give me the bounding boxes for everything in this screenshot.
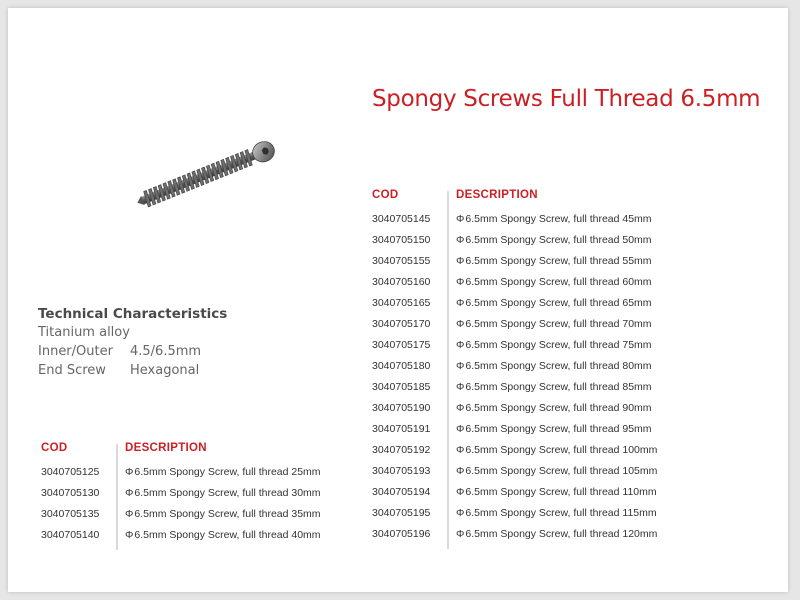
product-code: 3040705175 xyxy=(372,339,431,351)
product-description: 6.5mm Spongy Screw, full thread 105mm xyxy=(465,465,658,477)
table-divider xyxy=(447,191,449,549)
product-description: 6.5mm Spongy Screw, full thread 120mm xyxy=(465,528,658,540)
product-description: 6.5mm Spongy Screw, full thread 110mm xyxy=(465,486,657,498)
product-code: 3040705145 xyxy=(372,213,431,225)
diameter-symbol: Φ xyxy=(456,276,465,288)
product-description-cell xyxy=(456,465,657,477)
diameter-symbol: Φ xyxy=(456,360,465,372)
diameter-symbol: Φ xyxy=(456,318,465,330)
product-description: 6.5mm Spongy Screw, full thread 65mm xyxy=(465,297,652,309)
product-code: 3040705195 xyxy=(372,507,431,519)
product-description: 6.5mm Spongy Screw, full thread 55mm xyxy=(465,255,652,267)
product-description-cell xyxy=(456,255,652,267)
diameter-symbol: Φ xyxy=(456,423,465,435)
table-divider xyxy=(116,444,118,550)
product-description-cell xyxy=(456,297,652,309)
product-description-cell xyxy=(456,276,652,288)
diameter-symbol: Φ xyxy=(456,444,465,456)
product-description-cell xyxy=(456,339,652,351)
tech-inner-outer-value: 4.5/6.5mm xyxy=(130,344,202,359)
tech-inner-outer xyxy=(38,342,338,361)
product-description-cell xyxy=(456,213,652,225)
tech-inner-outer-label: Inner/Outer xyxy=(38,344,113,359)
product-description-cell xyxy=(125,466,321,478)
product-description-cell xyxy=(456,423,652,435)
product-code: 3040705191 xyxy=(372,423,431,435)
product-code: 3040705194 xyxy=(372,486,431,498)
product-description-cell xyxy=(456,486,657,498)
diameter-symbol: Φ xyxy=(456,507,465,519)
product-description-cell xyxy=(125,529,321,541)
diameter-symbol: Φ xyxy=(456,255,465,267)
diameter-symbol: Φ xyxy=(456,297,465,309)
product-description-cell xyxy=(456,318,652,330)
product-code: 3040705135 xyxy=(41,508,100,520)
product-description: 6.5mm Spongy Screw, full thread 45mm xyxy=(465,213,652,225)
product-code: 3040705180 xyxy=(372,360,431,372)
tech-end-screw xyxy=(38,361,338,380)
product-description: 6.5mm Spongy Screw, full thread 25mm xyxy=(134,466,321,478)
header-cod: COD xyxy=(41,442,68,454)
header-description: DESCRIPTION xyxy=(125,442,207,454)
product-code: 3040705190 xyxy=(372,402,431,414)
diameter-symbol: Φ xyxy=(456,381,465,393)
product-description: 6.5mm Spongy Screw, full thread 30mm xyxy=(134,487,321,499)
product-code: 3040705196 xyxy=(372,528,431,540)
tech-end-screw-label: End Screw xyxy=(38,363,106,378)
product-description: 6.5mm Spongy Screw, full thread 90mm xyxy=(465,402,652,414)
header-cod: COD xyxy=(372,189,399,201)
product-description-cell xyxy=(456,360,652,372)
diameter-symbol: Φ xyxy=(456,528,465,540)
product-code: 3040705155 xyxy=(372,255,431,267)
product-code: 3040705125 xyxy=(41,466,100,478)
diameter-symbol: Φ xyxy=(456,339,465,351)
product-description: 6.5mm Spongy Screw, full thread 95mm xyxy=(465,423,652,435)
product-description: 6.5mm Spongy Screw, full thread 70mm xyxy=(465,318,652,330)
product-description-cell xyxy=(456,507,657,519)
product-description: 6.5mm Spongy Screw, full thread 50mm xyxy=(465,234,652,246)
diameter-symbol: Φ xyxy=(456,402,465,414)
product-code: 3040705165 xyxy=(372,297,431,309)
diameter-symbol: Φ xyxy=(456,213,465,225)
product-code: 3040705160 xyxy=(372,276,431,288)
diameter-symbol: Φ xyxy=(125,508,134,520)
diameter-symbol: Φ xyxy=(456,465,465,477)
product-description: 6.5mm Spongy Screw, full thread 40mm xyxy=(134,529,321,541)
tech-material: Titanium alloy xyxy=(38,325,130,340)
product-code: 3040705192 xyxy=(372,444,431,456)
product-description-cell xyxy=(456,444,657,456)
catalog-page xyxy=(8,8,788,592)
diameter-symbol: Φ xyxy=(456,486,465,498)
product-description-cell xyxy=(125,508,321,520)
diameter-symbol: Φ xyxy=(125,487,134,499)
tech-heading: Technical Characteristics xyxy=(38,306,228,322)
product-description: 6.5mm Spongy Screw, full thread 60mm xyxy=(465,276,652,288)
product-description: 6.5mm Spongy Screw, full thread 75mm xyxy=(465,339,652,351)
product-code: 3040705140 xyxy=(41,529,100,541)
screw-image xyxy=(116,130,296,220)
product-description: 6.5mm Spongy Screw, full thread 80mm xyxy=(465,360,652,372)
product-description: 6.5mm Spongy Screw, full thread 85mm xyxy=(465,381,652,393)
product-description-cell xyxy=(125,487,321,499)
technical-characteristics xyxy=(38,305,338,380)
product-code: 3040705170 xyxy=(372,318,431,330)
product-description-cell xyxy=(456,402,652,414)
page-title: Spongy Screws Full Thread 6.5mm xyxy=(372,86,761,112)
product-description-cell xyxy=(456,528,657,540)
product-description-cell xyxy=(456,381,652,393)
product-code: 3040705185 xyxy=(372,381,431,393)
diameter-symbol: Φ xyxy=(456,234,465,246)
product-code: 3040705130 xyxy=(41,487,100,499)
product-description: 6.5mm Spongy Screw, full thread 100mm xyxy=(465,444,658,456)
diameter-symbol: Φ xyxy=(125,529,134,541)
product-description: 6.5mm Spongy Screw, full thread 115mm xyxy=(465,507,657,519)
product-code: 3040705193 xyxy=(372,465,431,477)
diameter-symbol: Φ xyxy=(125,466,134,478)
tech-end-screw-value: Hexagonal xyxy=(130,363,200,378)
product-description-cell xyxy=(456,234,652,246)
header-description: DESCRIPTION xyxy=(456,189,538,201)
product-code: 3040705150 xyxy=(372,234,431,246)
product-description: 6.5mm Spongy Screw, full thread 35mm xyxy=(134,508,321,520)
